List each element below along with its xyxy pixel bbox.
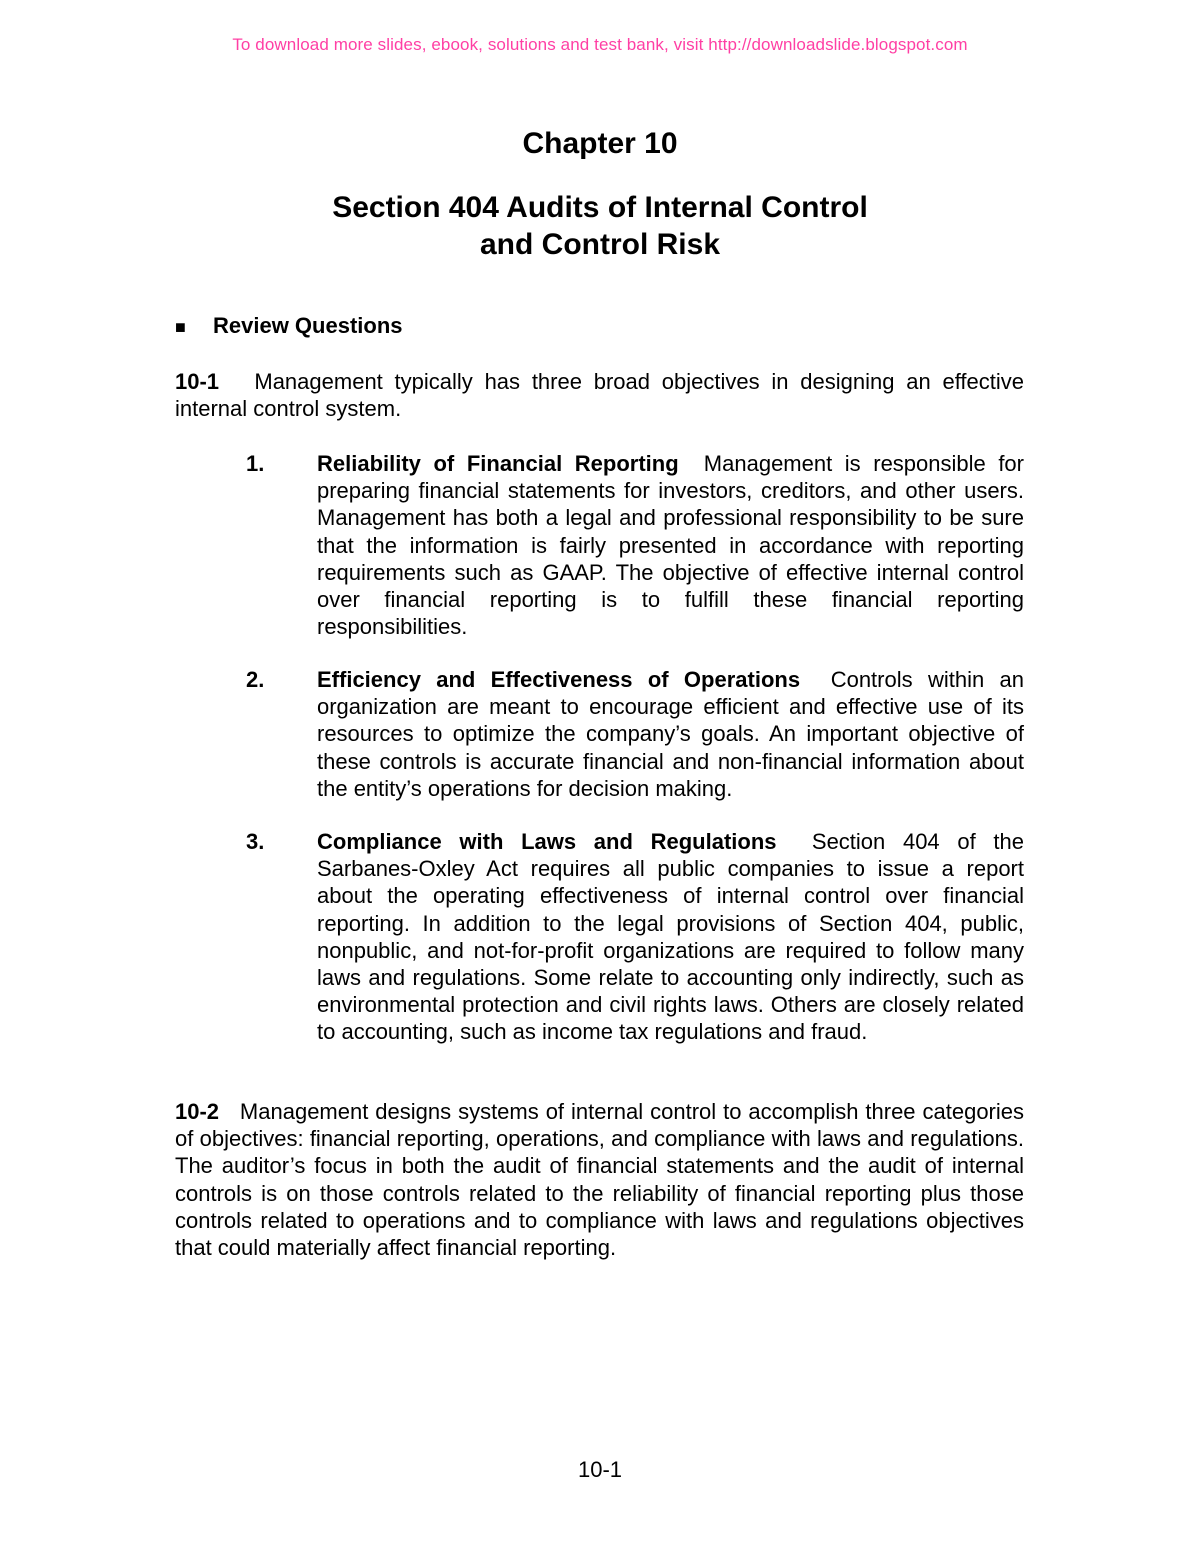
question-text: Management designs systems of internal control to accomplish three categories of objectives: financial reporting, operations, and compliance with laws and regulations. The auditor’s focus in both the audit of financial statements and the audit of internal controls is on those controls related to the reliability of financial reporting plus those controls related to operations and to compliance with laws and regulations objectives that could materially affect financial reporting. [175,1099,1025,1261]
list-item-heading: Efficiency and Effectiveness of Operations [317,667,801,692]
question-number: 10-1 [175,369,220,394]
list-item-heading: Reliability of Financial Reporting [317,451,679,476]
section-heading [175,313,403,339]
list-item-number: 2. [246,667,265,692]
list-item-number: 1. [246,451,265,476]
list-item [246,450,1024,640]
list-item-text: Controls within an organization are meant to encourage efficient and effective use of its resources to optimize the company’s goals. An important objective of these controls is accurate financial and non-financial information about the entity’s operations for decision making. [317,667,1024,801]
title-line-1: Section 404 Audits of Internal Control [332,191,868,224]
question-10-1 [175,368,1024,422]
list-item-text: Section 404 of the Sarbanes-Oxley Act requires all public companies to issue a report about the operating effectiveness of internal control over financial reporting. In addition to the legal provisions of Section 404, public, nonpublic, and not-for-profit organizations are required to follow many laws and regulations. Some relate to accounting only indirectly, such as environmental protection and civil rights laws. Others are closely related to accounting, such as income tax regulations and fraud. [317,829,1024,1045]
question-number: 10-2 [175,1099,220,1124]
list-item-text: Management is responsible for preparing financial statements for investors, creditors, and other users. Management has both a legal and professional responsibility to be sure that the information is fairly presented in accordance with reporting requirements such as GAAP. The objective of effective internal control over financial reporting is to fulfill these financial reporting responsibilities. [317,451,1024,640]
title-line-2: and Control Risk [479,228,720,261]
question-text: Management typically has three broad objectives in designing an effective internal control system. [175,369,1024,422]
question-10-2 [175,1098,1024,1261]
list-item [246,828,1024,1046]
list-item-number: 3. [246,829,265,854]
square-bullet-icon: ■ [175,317,186,337]
page-title [0,189,1200,263]
page-number: 10-1 [577,1457,623,1482]
section-heading-text: Review Questions [213,313,403,338]
list-item-heading: Compliance with Laws and Regulations [317,829,777,854]
chapter-heading: Chapter 10 [522,127,678,160]
watermark-link[interactable]: To download more slides, ebook, solutions and test bank, visit http://downloadslide.blogspot.com [232,35,968,54]
list-item [246,666,1024,802]
